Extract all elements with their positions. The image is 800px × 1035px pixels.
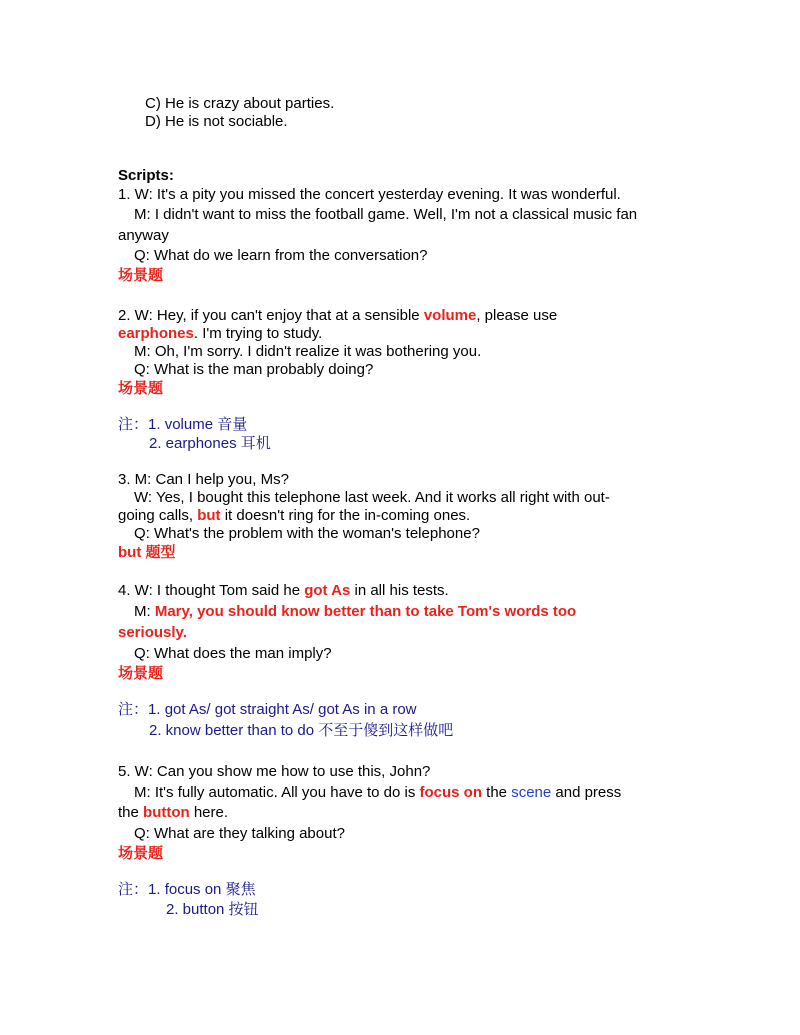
keyword-scene: scene — [511, 784, 552, 801]
q1-man-line-cont: anyway — [118, 227, 169, 244]
keyword-but: but — [197, 507, 221, 524]
keyword-mary-sentence: Mary, you should know better than to take Tom's words too — [154, 603, 577, 620]
q4-question: Q: What does the man imply? — [134, 645, 332, 662]
q4-man-line: M: Mary, you should know better than to take Tom's words too — [134, 603, 577, 620]
note2-item1: 注：1. got As/ got straight As/ got As in a row — [118, 701, 417, 718]
note3-item2: 2. button 按钮 — [166, 901, 259, 918]
q5-question: Q: What are they talking about? — [134, 825, 345, 842]
q4-type-tag: 场景题 — [118, 665, 164, 682]
note2-item2: 2. know better than to do 不至于傻到这样做吧 — [149, 722, 454, 739]
option-c: C) He is crazy about parties. — [145, 95, 335, 112]
keyword-focus-on: focus on — [419, 784, 482, 801]
keyword-volume: volume — [423, 307, 477, 324]
q5-woman-line: 5. W: Can you show me how to use this, John? — [118, 763, 431, 780]
q2-man-line: M: Oh, I'm sorry. I didn't realize it was bothering you. — [134, 343, 482, 360]
keyword-got-as: got As — [304, 582, 351, 599]
note3-item1: 注：1. focus on 聚焦 — [118, 881, 256, 898]
keyword-button: button — [143, 804, 190, 821]
q4-woman-line: 4. W: I thought Tom said he got As in all his tests. — [118, 582, 449, 599]
q3-question: Q: What's the problem with the woman's telephone? — [134, 525, 480, 542]
note1-item1: 注：1. volume 音量 — [118, 416, 248, 433]
q3-type-tag: but 题型 — [118, 544, 176, 561]
q1-type-tag: 场景题 — [118, 267, 164, 284]
option-d: D) He is not sociable. — [145, 113, 288, 130]
q4-man-line-cont: seriously. — [118, 624, 187, 641]
q3-woman-line: W: Yes, I bought this telephone last week. And it works all right with out- — [134, 489, 610, 506]
q1-question: Q: What do we learn from the conversation? — [134, 247, 428, 264]
q5-man-line-cont: the button here. — [118, 804, 229, 821]
q5-type-tag: 场景题 — [118, 845, 164, 862]
note1-item2: 2. earphones 耳机 — [149, 435, 271, 452]
q2-question: Q: What is the man probably doing? — [134, 361, 374, 378]
scripts-heading: Scripts: — [118, 167, 174, 184]
q2-type-tag: 场景题 — [118, 380, 164, 397]
q3-woman-line-cont: going calls, but it doesn't ring for the in-coming ones. — [118, 507, 471, 524]
q1-woman-line: 1. W: It's a pity you missed the concert yesterday evening. It was wonderful. — [118, 186, 621, 203]
keyword-earphones: earphones — [118, 325, 194, 342]
q1-man-line: M: I didn't want to miss the football game. Well, I'm not a classical music fan — [134, 206, 638, 223]
q2-woman-line: 2. W: Hey, if you can't enjoy that at a sensible volume, please use — [118, 307, 558, 324]
q3-man-line: 3. M: Can I help you, Ms? — [118, 471, 289, 488]
q5-man-line: M: It's fully automatic. All you have to do is focus on the scene and press — [134, 784, 622, 801]
q2-woman-line-cont: earphones. I'm trying to study. — [118, 325, 323, 342]
